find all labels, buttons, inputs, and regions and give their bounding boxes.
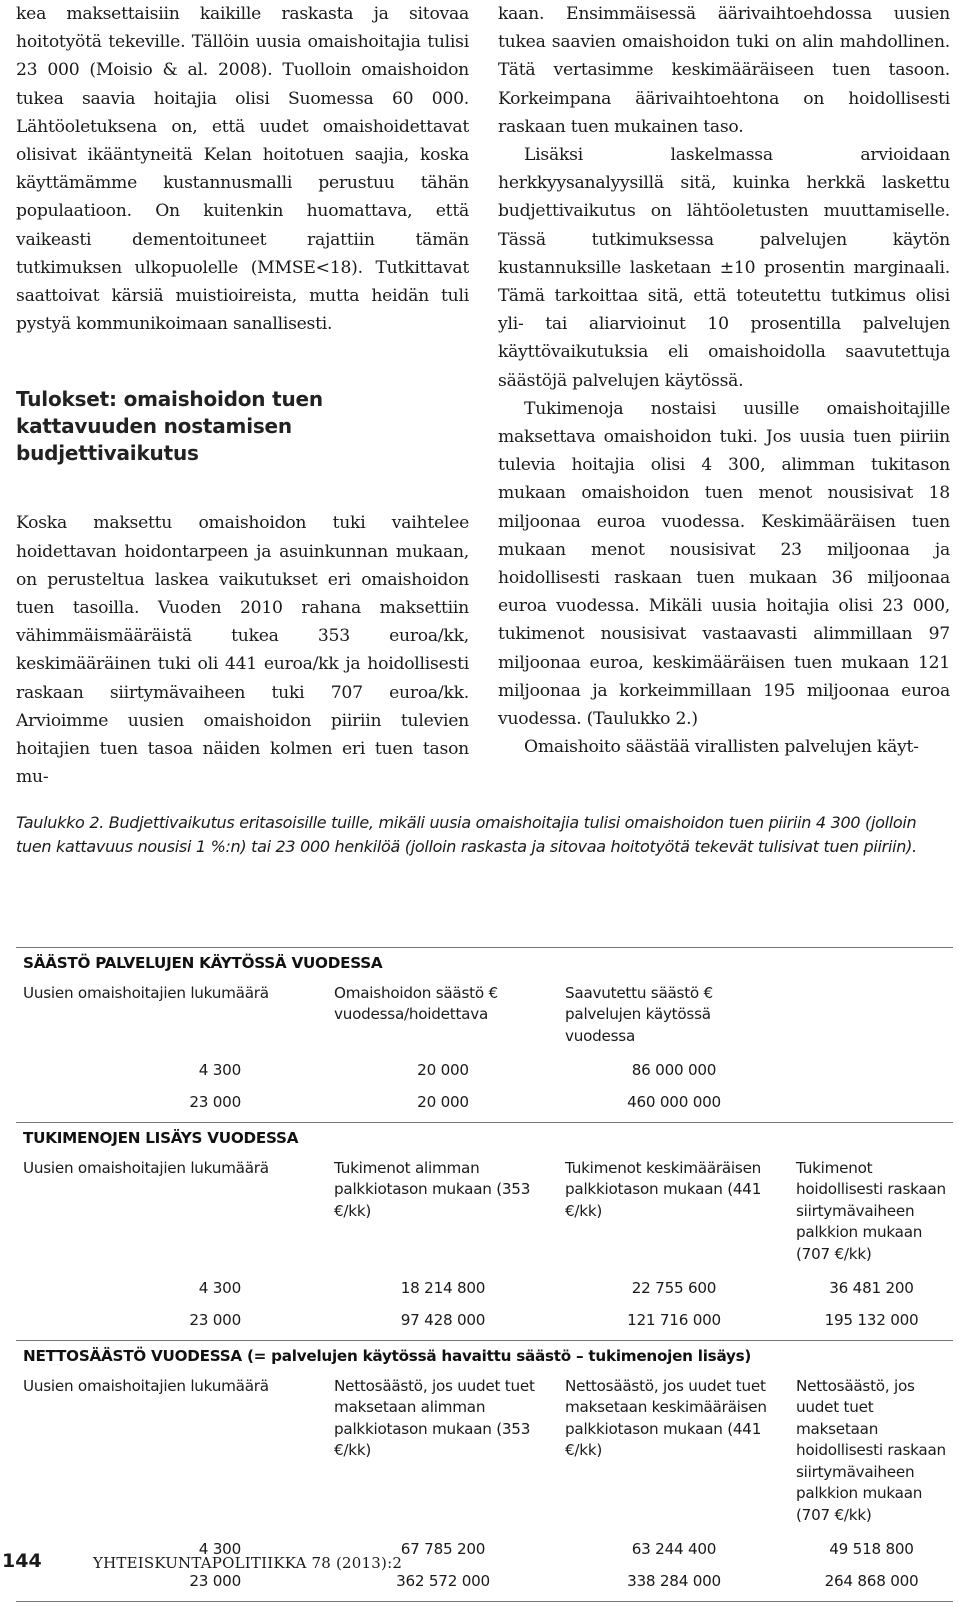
table-row <box>16 1055 953 1087</box>
page-number: 144 <box>2 1550 42 1572</box>
table-cell: 20 000 <box>417 1061 469 1079</box>
table-cell: 23 000 <box>189 1310 241 1329</box>
section-title: NETTOSÄÄSTÖ VUODESSA (= palvelujen käytössä havaittu säästö – tukimenojen lisäys) <box>16 1341 953 1373</box>
header-cell: Tukimenot keskimääräisen palkkiotason mukaan (441 €/kk) <box>565 1158 762 1220</box>
table-cell: 86 000 000 <box>631 1061 717 1079</box>
table-cell: 49 518 800 <box>829 1540 914 1558</box>
table-cell: 20 000 <box>417 1092 469 1111</box>
left-text-column <box>16 0 469 791</box>
body-paragraph: Koska maksettu omaishoidon tuki vaihtelee hoidettavan hoidontarpeen ja asuinkunnan mukaan, on perusteltua laskea vaikutukset eri omaishoidon tuen tasoilla. Vuoden 2010 rahana maksettiin vähimmäismääräistä tukea 353 euroa/kk, keskimääräinen tuki oli 441 euroa/kk ja hoidollisesti raskaan siirtymävaiheen tuki 707 euroa/kk. Arvioimme uusien omaishoidon piiriin tulevien hoitajien tuen tasoa näiden kolmen eri tuen tason mu- <box>16 513 469 788</box>
header-cell: Uusien omaishoitajien lukumäärä <box>23 1158 269 1177</box>
header-cell: Tukimenot alimman palkkiotason mukaan (353 €/kk) <box>334 1158 531 1220</box>
header-cell: Saavutettu säästö € palvelujen käytössä vuodessa <box>565 983 713 1045</box>
header-cell: Nettosäästö, jos uudet tuet maksetaan keskimääräisen palkkiotason mukaan (441 €/kk) <box>565 1376 767 1459</box>
budget-impact-table <box>16 947 953 1602</box>
table-row <box>16 1273 953 1305</box>
table-cell: 97 428 000 <box>400 1310 486 1329</box>
table-cell: 63 244 400 <box>631 1540 717 1558</box>
table-cell: 264 868 000 <box>824 1571 919 1590</box>
table-cell: 362 572 000 <box>396 1571 490 1590</box>
table-cell: 36 481 200 <box>829 1279 914 1297</box>
body-paragraph: Lisäksi laskelmassa arvioidaan herkkyysanalyysillä sitä, kuinka herkkä laskettu budjettivaikutus on lähtöoletusten muuttamiselle. Tässä tutkimuksessa palvelujen käytön kustannuksille lasketaan ±10 prosentin marginaali. Tämä tarkoittaa sitä, että toteutettu tutkimus olisi yli- tai aliarvioinut 10 prosentilla palvelujen käyttövaikutuksia eli omaishoidolla saavutettuja säästöjä palvelujen käytössä. <box>498 145 950 391</box>
body-paragraph: Omaishoito säästää virallisten palvelujen käyt- <box>524 737 919 758</box>
right-text-column <box>498 0 950 761</box>
section-title: TUKIMENOJEN LISÄYS VUODESSA <box>16 1123 953 1155</box>
journal-name: YHTEISKUNTAPOLITIIKKA 78 (2013):2 <box>93 1554 403 1572</box>
table-header-row <box>16 980 953 1056</box>
table-cell: 121 716 000 <box>627 1310 721 1329</box>
table-cell: 460 000 000 <box>627 1092 721 1111</box>
table-section-header <box>16 1123 953 1155</box>
table-cell: 23 000 <box>189 1571 241 1590</box>
header-cell: Uusien omaishoitajien lukumäärä <box>23 983 269 1002</box>
table-section-header <box>16 1341 953 1373</box>
table-header-row <box>16 1373 953 1535</box>
table-cell: 195 132 000 <box>824 1310 919 1329</box>
table-cell: 18 214 800 <box>400 1279 486 1297</box>
header-cell: Uusien omaishoitajien lukumäärä <box>23 1376 269 1395</box>
table-section-header <box>16 948 953 980</box>
table-cell: 4 300 <box>198 1540 241 1558</box>
table-header-row <box>16 1155 953 1274</box>
body-paragraph: kea maksettaisiin kaikille raskasta ja sitovaa hoitotyötä tekeville. Tällöin uusia omaishoitajia tulisi 23 000 (Moisio & al. 2008). Tuolloin omaishoidon tukea saavia hoitajia olisi Suomessa 60 000. Lähtöoletuksena on, että uudet omaishoidettavat olisivat ikääntyneitä Kelan hoitotuen saajia, koska käyttämämme kustannusmalli perustuu tähän populaatioon. On kuitenkin huomattava, että vaikeasti dementoituneet rajattiin tämän tutkimuksen ulkopuolelle (MMSE<18). Tutkittavat saattoivat kärsiä muistioireista, mutta heidän tuli pystyä kommunikoimaan sanallisesti. <box>16 4 469 335</box>
section-title: SÄÄSTÖ PALVELUJEN KÄYTÖSSÄ VUODESSA <box>23 954 383 972</box>
body-paragraph: kaan. Ensimmäisessä äärivaihtoehdossa uusien tukea saavien omaishoidon tuki on alin mahdollinen. Tätä vertasimme keskimääräiseen tuen tasoon. Korkeimpana äärivaihtoehtona on hoidollisesti raskaan tuen mukainen taso. <box>498 4 950 137</box>
table-row <box>16 1305 953 1341</box>
header-cell: Nettosäästö, jos uudet tuet maksetaan alimman palkkiotason mukaan (353 €/kk) <box>334 1376 535 1459</box>
table-cell <box>789 1087 953 1123</box>
header-cell <box>789 980 953 1056</box>
section-heading: Tulokset: omaishoidon tuen kattavuuden nostamisen budjettivaikutus <box>16 387 323 466</box>
table-cell <box>789 1055 953 1087</box>
header-cell: Nettosäästö, jos uudet tuet maksetaan hoidollisesti raskaan siirtymävaiheen palkkion mukaan (707 €/kk) <box>796 1376 946 1524</box>
table-cell: 23 000 <box>189 1092 241 1111</box>
body-paragraph: Tukimenoja nostaisi uusille omaishoitajille maksettava omaishoidon tuki. Jos uusia tuen piiriin tulevia hoitajia olisi 4 300, alimman tukitason mukaan omaishoidon tuen menot nousisivat 18 miljoonaa euroa vuodessa. Keskimääräisen tuen mukaan menot nousisivat 23 miljoonaa ja hoidollisesti raskaan tuen mukaan 36 miljoonaa euroa vuodessa. Mikäli uusia hoitajia olisi 23 000, tukimenot nousisivat vastaavasti alimmillaan 97 miljoonaa euroa, keskimääräisen tuen mukaan 121 miljoonaa ja korkeimmillaan 195 miljoonaa euroa vuodessa. (Taulukko 2.) <box>498 398 950 730</box>
header-cell: Tukimenot hoidollisesti raskaan siirtymävaiheen palkkion mukaan (707 €/kk) <box>796 1158 946 1263</box>
header-cell: Omaishoidon säästö € vuodessa/hoidettava <box>334 983 498 1023</box>
table-cell: 4 300 <box>198 1061 241 1079</box>
table-row <box>16 1087 953 1123</box>
table-cell: 4 300 <box>198 1279 241 1297</box>
table-cell: 338 284 000 <box>627 1571 721 1590</box>
table-caption: Taulukko 2. Budjettivaikutus eritasoisille tuille, mikäli uusia omaishoitajia tulisi omaishoidon tuen piiriin 4 300 (jolloin tuen kattavuus nousisi 1 %:n) tai 23 000 henkilöä (jolloin raskasta ja sitovaa hoitotyötä tekevät tulisivat tuen piiriin). <box>16 813 917 856</box>
table-cell: 22 755 600 <box>631 1279 717 1297</box>
table-cell: 67 785 200 <box>400 1540 486 1558</box>
